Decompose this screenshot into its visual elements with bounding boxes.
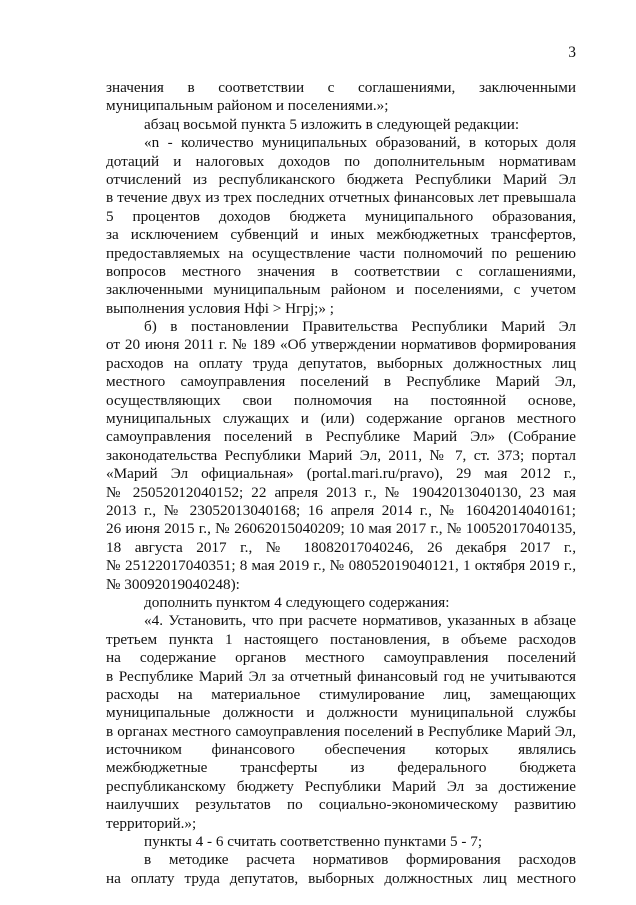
text-line: «n - количество муниципальных образований, в которых доля (144, 134, 576, 152)
text-line: межбюджетные трансферты из федерального бюджета (106, 759, 576, 777)
text-line: № 25052012040152; 22 апреля 2013 г., № 19042013040130, 23 мая (106, 483, 576, 501)
text-line: 5 процентов доходов бюджета муниципального образования, (106, 207, 576, 225)
text-line: «Марий Эл официальная» (portal.mari.ru/pravo), 29 мая 2012 г., (106, 465, 576, 483)
text-line: республиканскому бюджету Республики Марий Эл за достижение (106, 777, 576, 795)
text-line: расходы на материальное стимулирование лиц, замещающих (106, 685, 576, 703)
text-line: муниципальные должности и должности муниципальной службы (106, 704, 576, 722)
text-line: дотаций и налоговых доходов по дополнительным нормативам (106, 152, 576, 170)
text-line: № 25122017040351; 8 мая 2019 г., № 08052019040121, 1 октября 2019 г., (106, 557, 576, 575)
text-line: предоставляемых на осуществление части полномочий по решению (106, 244, 576, 262)
text-line: 26 июня 2015 г., № 26062015040209; 10 мая 2017 г., № 10052017040135, (106, 520, 576, 538)
page-number: 3 (568, 44, 576, 61)
text-line: самоуправления поселений в Республике Марий Эл» (Собрание (106, 428, 576, 446)
text-line: на оплату труда депутатов, выборных должностных лиц местного (106, 869, 576, 887)
text-line: муниципальным районом и поселениями.»; (106, 97, 389, 115)
text-line: б) в постановлении Правительства Республики Марий Эл (144, 318, 576, 336)
text-line: пункты 4 - 6 считать соответственно пунктами 5 - 7; (144, 833, 483, 851)
text-line: на содержание органов местного самоуправления поселений (106, 649, 576, 667)
text-line: третьем пункта 1 настоящего постановления, в объеме расходов (106, 630, 576, 648)
text-line: значения в соответствии с соглашениями, заключенными (106, 79, 576, 96)
document-body (106, 79, 576, 888)
text-line: местного самоуправления поселений в Республике Марий Эл, (106, 373, 576, 391)
text-line: заключенными муниципальным районом и поселениями, с учетом (106, 281, 576, 299)
text-line: за исключением субвенций и иных межбюджетных трансфертов, (106, 226, 576, 244)
text-line: наилучших результатов по социально-экономическому развитию (106, 796, 576, 814)
text-line: территорий.»; (106, 814, 197, 832)
text-line: выполнения условия Hфi > Hгрj;» ; (106, 299, 334, 317)
text-line: в методике расчета нормативов формирования расходов (144, 851, 576, 869)
text-line: вопросов местного значения в соответствии с соглашениями, (106, 262, 576, 280)
text-line: отчислений из республиканского бюджета Республики Марий Эл (106, 170, 576, 188)
text-line: муниципальных служащих и (или) содержание органов местного (106, 410, 576, 428)
text-line: источником финансового обеспечения которых являлись (106, 741, 576, 759)
text-line: дополнить пунктом 4 следующего содержания: (144, 593, 450, 611)
text-line: от 20 июня 2011 г. № 189 «Об утверждении нормативов формирования (106, 336, 576, 354)
text-line: абзац восьмой пункта 5 изложить в следующей редакции: (144, 115, 520, 133)
text-line: 18 августа 2017 г., № 18082017040246, 26 декабря 2017 г., (106, 538, 576, 556)
text-line: осуществляющих свои полномочия на постоянной основе, (106, 391, 576, 409)
text-line: в течение двух из трех последних отчетных финансовых лет превышала (106, 189, 576, 207)
text-line: расходов на оплату труда депутатов, выборных должностных лиц (106, 354, 576, 372)
text-line: в органах местного самоуправления поселений в Республике Марий Эл, (106, 722, 576, 740)
text-line: в Республике Марий Эл за отчетный финансовый год не учитываются (106, 667, 576, 685)
text-line: «4. Установить, что при расчете нормативов, указанных в абзаце (144, 612, 576, 630)
text-line: законодательства Республики Марий Эл, 2011, № 7, ст. 373; портал (106, 446, 576, 464)
text-line: 2013 г., № 23052013040168; 16 апреля 2014 г., № 16042014040161; (106, 501, 576, 519)
text-line: № 30092019040248): (106, 575, 240, 593)
